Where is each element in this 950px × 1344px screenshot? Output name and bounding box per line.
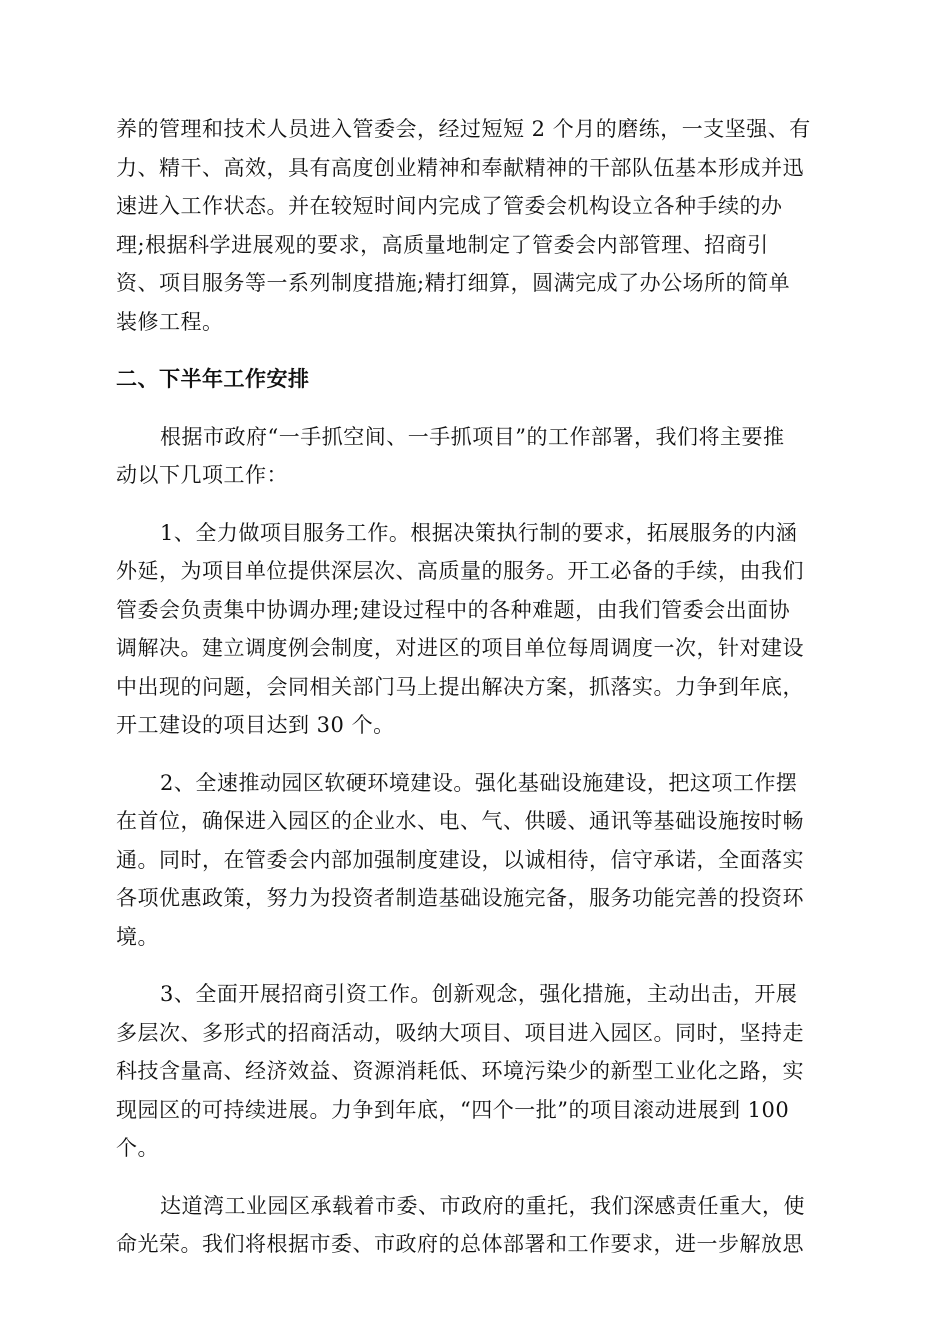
text-line: 科技含量高、经济效益、资源消耗低、环境污染少的新型工业化之路，实 <box>116 1059 804 1083</box>
text-line: 开工建设的项目达到 30 个。 <box>116 713 395 737</box>
section-heading: 二、下半年工作安排 <box>116 367 310 391</box>
text-line: 多层次、多形式的招商活动，吸纳大项目、项目进入园区。同时，坚持走 <box>116 1020 804 1045</box>
text-line: 通。同时，在管委会内部加强制度建设，以诚相待，信守承诺，全面落实 <box>116 847 804 872</box>
paragraph-continuation <box>116 110 830 341</box>
paragraph-spacer <box>116 495 830 514</box>
paragraph-spacer <box>116 745 830 764</box>
text-line: 个。 <box>116 1136 159 1160</box>
text-line: 境。 <box>116 924 159 949</box>
paragraph-spacer <box>116 956 830 975</box>
text-line: 调解决。建立调度例会制度，对进区的项目单位每周调度一次，针对建设 <box>116 636 804 660</box>
paragraph-spacer <box>116 1168 830 1187</box>
text-line: 1、全力做项目服务工作。根据决策执行制的要求，拓展服务的内涵 <box>160 520 798 545</box>
text-line: 中出现的问题，会同相关部门马上提出解决方案，抓落实。力争到年底， <box>116 674 804 699</box>
text-line: 速进入工作状态。并在较短时间内完成了管委会机构设立各种手续的办 <box>116 194 783 218</box>
paragraph-item-1 <box>116 514 830 745</box>
text-line: 在首位，确保进入园区的企业水、电、气、供暖、通讯等基础设施按时畅 <box>116 809 804 833</box>
text-line: 各项优惠政策，努力为投资者制造基础设施完备，服务功能完善的投资环 <box>116 886 804 910</box>
paragraph-item-2 <box>116 764 830 957</box>
paragraph-closing <box>116 1187 830 1264</box>
text-line: 理;根据科学进展观的要求，高质量地制定了管委会内部管理、招商引 <box>116 232 769 257</box>
text-line: 外延，为项目单位提供深层次、高质量的服务。开工必备的手续，由我们 <box>116 559 804 583</box>
text-line: 现园区的可持续进展。力争到年底，“四个一批”的项目滚动进展到 100 <box>116 1097 790 1122</box>
text-line: 命光荣。我们将根据市委、市政府的总体部署和工作要求，进一步解放思 <box>116 1232 804 1256</box>
text-line: 资、项目服务等一系列制度措施;精打细算，圆满完成了办公场所的简单 <box>116 271 791 295</box>
paragraph-intro <box>116 418 830 495</box>
paragraph-spacer <box>116 341 830 360</box>
document-page <box>116 110 830 1264</box>
text-line: 管委会负责集中协调办理;建设过程中的各种难题，由我们管委会出面协 <box>116 597 791 622</box>
text-line: 3、全面开展招商引资工作。创新观念，强化措施，主动出击，开展 <box>160 982 798 1006</box>
text-line: 养的管理和技术人员进入管委会，经过短短 2 个月的磨练，一支坚强、有 <box>116 117 811 141</box>
paragraph-item-3 <box>116 975 830 1168</box>
text-line: 根据市政府“一手抓空间、一手抓项目”的工作部署，我们将主要推 <box>160 424 785 449</box>
text-line: 2、全速推动园区软硬环境建设。强化基础设施建设，把这项工作摆 <box>160 770 798 795</box>
text-line: 力、精干、高效，具有高度创业精神和奉献精神的干部队伍基本形成并迅 <box>116 155 804 180</box>
paragraph-spacer <box>116 399 830 418</box>
text-line: 动以下几项工作： <box>116 463 288 487</box>
text-line: 达道湾工业园区承载着市委、市政府的重托，我们深感责任重大，使 <box>160 1193 805 1218</box>
text-line: 装修工程。 <box>116 309 224 334</box>
